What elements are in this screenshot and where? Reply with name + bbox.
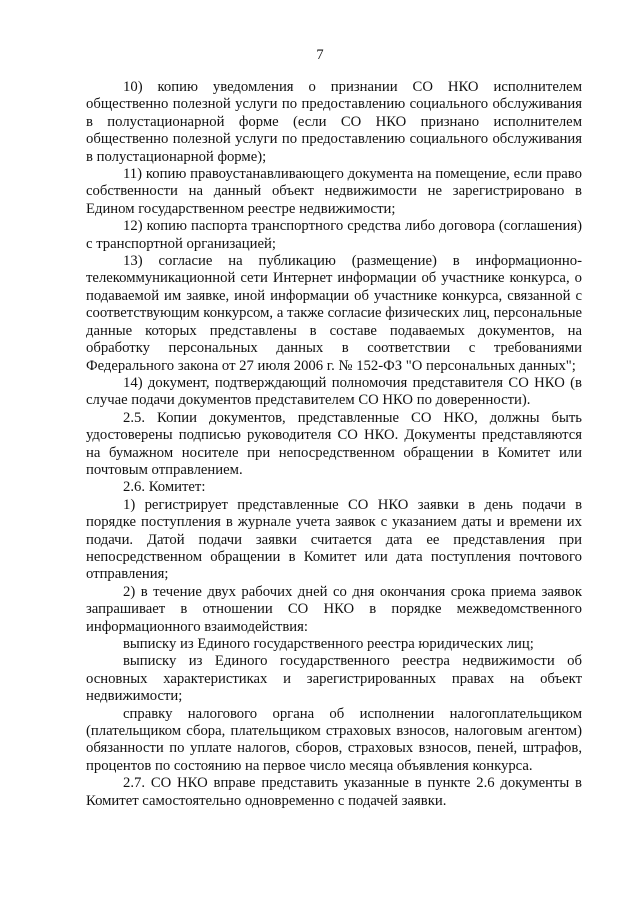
paragraph-extract-legal-entities: выписку из Единого государственного реестра юридических лиц;	[123, 636, 534, 652]
paragraph-section-2-6-heading: 2.6. Комитет:	[123, 479, 206, 496]
paragraph-item-13: 13) согласие на публикацию (размещение) в информационно-телекоммуникационной сети Интернет информации об участнике конкурса, о подаваемой им заявке, иной информации об участнике конкурса, связанной с соответствующим конкурсом, а также согласие физических лиц, персональные данные которых представлены в составе подаваемых документов, на обработку персональных данных в соответствии с требованиями Федерального закона от 27 июля 2006 г. № 152-ФЗ "О персональных данных";	[86, 253, 582, 374]
paragraph-item-12: 12) копию паспорта транспортного средства либо договора (соглашения) с транспортной организацией;	[86, 218, 582, 252]
paragraph-item-11: 11) копию правоустанавливающего документа на помещение, если право собственности на данный объект недвижимости не зарегистрировано в Едином государственном реестре недвижимости;	[86, 166, 582, 217]
paragraph-section-2-5: 2.5. Копии документов, представленные СО НКО, должны быть удостоверены подписью руководителя СО НКО. Документы представляются на бумажном носителе при непосредственном обращении в Комитет или почтовым отправлением.	[86, 409, 582, 478]
paragraph-2-6-item-2: 2) в течение двух рабочих дней со дня окончания срока приема заявок запрашивает в отношении СО НКО в порядке межведомственного информационного взаимодействия:	[86, 583, 582, 635]
paragraph-section-2-7: 2.7. СО НКО вправе представить указанные в пункте 2.6 документы в Комитет самостоятельно одновременно с подачей заявки.	[86, 775, 582, 809]
paragraph-extract-real-estate: выписку из Единого государственного реестра недвижимости об основных характеристиках и зарегистрированных правах на объект недвижимости;	[86, 653, 582, 705]
document-body	[86, 79, 582, 810]
page-number: 7	[316, 47, 324, 63]
paragraph-item-10: 10) копию уведомления о признании СО НКО исполнителем общественно полезной услуги по предоставлению социального обслуживания в полустационарной форме (если СО НКО признано исполнителем общественно полезной услуги по предоставлению социального обслуживания в полустационарной форме);	[86, 79, 582, 165]
paragraph-tax-certificate: справку налогового органа об исполнении налогоплательщиком (плательщиком сбора, плательщиком страховых взносов, налоговым агентом) обязанности по уплате налогов, сборов, страховых взносов, пеней, штрафов, процентов по состоянию на первое число месяца объявления конкурса.	[86, 705, 582, 774]
paragraph-2-6-item-1: 1) регистрирует представленные СО НКО заявки в день подачи в порядке поступления в журнале учета заявок с указанием даты и времени их подачи. Датой подачи заявки считается дата ее представления при непосредственном обращении в Комитет или дата поступления почтового отправления;	[86, 496, 582, 583]
paragraph-item-14: 14) документ, подтверждающий полномочия представителя СО НКО (в случае подачи документов представителем СО НКО по доверенности).	[86, 374, 582, 409]
